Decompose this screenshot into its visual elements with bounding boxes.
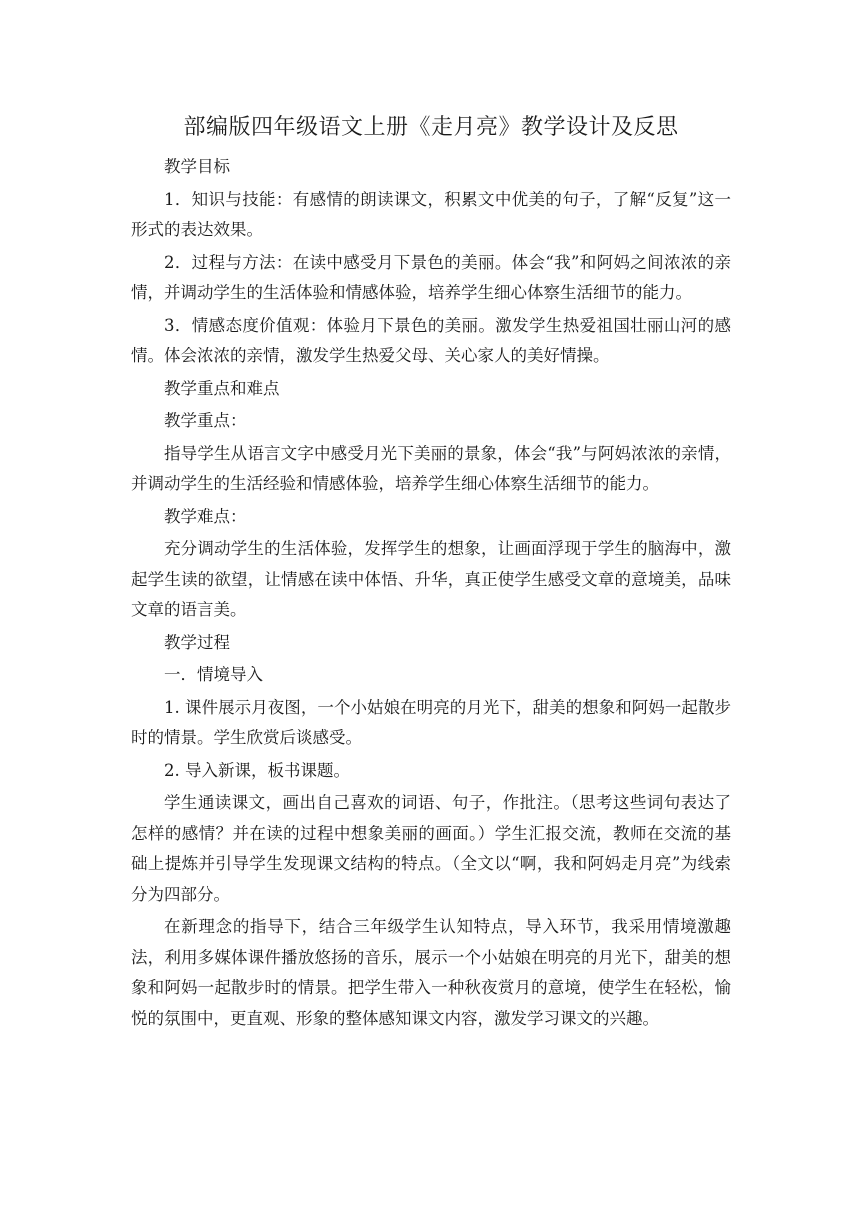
document-title: 部编版四年级语文上册《走月亮》教学设计及反思: [183, 115, 679, 140]
paragraph-difficulty: 充分调动学生的生活体验，发挥学生的想象，让画面浮现于学生的脑海中，激起学生读的欲望，让情感在读中体悟、升华，真正使学生感受文章的意境美，品味文章的语言美。: [131, 539, 731, 619]
paragraph-goal-process: 2．过程与方法：在读中感受月下景色的美丽。体会“我”和阿妈之间浓浓的亲情，并调动学生的生活体验和情感体验，培养学生细心体察生活细节的能力。: [131, 252, 731, 302]
section-heading-key-points: 教学重点和难点: [164, 378, 280, 398]
section-heading-teaching-process: 教学过程: [164, 632, 230, 652]
section-heading-teaching-goals: 教学目标: [164, 157, 230, 176]
paragraph-reflection: 在新理念的指导下，结合三年级学生认知特点，导入环节，我采用情境激趣法，利用多媒体课件播放悠扬的音乐，展示一个小姑娘在明亮的月光下，甜美的想象和阿妈一起散步时的情景。把学生带入一种秋夜赏月的意境，使学生在轻松，愉悦的氛围中，更直观、形象的整体感知课文内容，激发学习课文的兴趣。: [131, 917, 731, 1028]
paragraph-goal-emotion: 3．情感态度价值观：体验月下景色的美丽。激发学生热爱祖国壮丽山河的感情。体会浓浓的亲情，激发学生热爱父母、关心家人的美好情操。: [131, 315, 731, 365]
document-page: [131, 110, 731, 1036]
paragraph-step-1: 1. 课件展示月夜图，一个小姑娘在明亮的月光下，甜美的想象和阿妈一起散步时的情景。学生欣赏后谈感受。: [131, 697, 731, 747]
paragraph-reading-activity: 学生通读课文，画出自己喜欢的词语、句子，作批注。（思考这些词句表达了怎样的感情？并在读的过程中想象美丽的画面。）学生汇报交流，教师在交流的基础上提炼并引导学生发现课文结构的特点。（全文以“啊，我和阿妈走月亮”为线索分为四部分。: [131, 793, 731, 904]
subheading-key-point: 教学重点：: [164, 411, 247, 430]
subheading-scenario-intro: 一．情境导入: [164, 665, 263, 684]
paragraph-step-2: 2. 导入新课，板书课题。: [164, 760, 350, 780]
subheading-difficulty: 教学难点：: [164, 506, 247, 526]
paragraph-key-point: 指导学生从语言文字中感受月光下美丽的景象，体会“我”与阿妈浓浓的亲情，并调动学生的生活经验和情感体验，培养学生细心体察生活细节的能力。: [131, 443, 731, 493]
paragraph-goal-knowledge: 1．知识与技能：有感情的朗读课文，积累文中优美的句子，了解“反复”这一形式的表达效果。: [131, 189, 731, 239]
